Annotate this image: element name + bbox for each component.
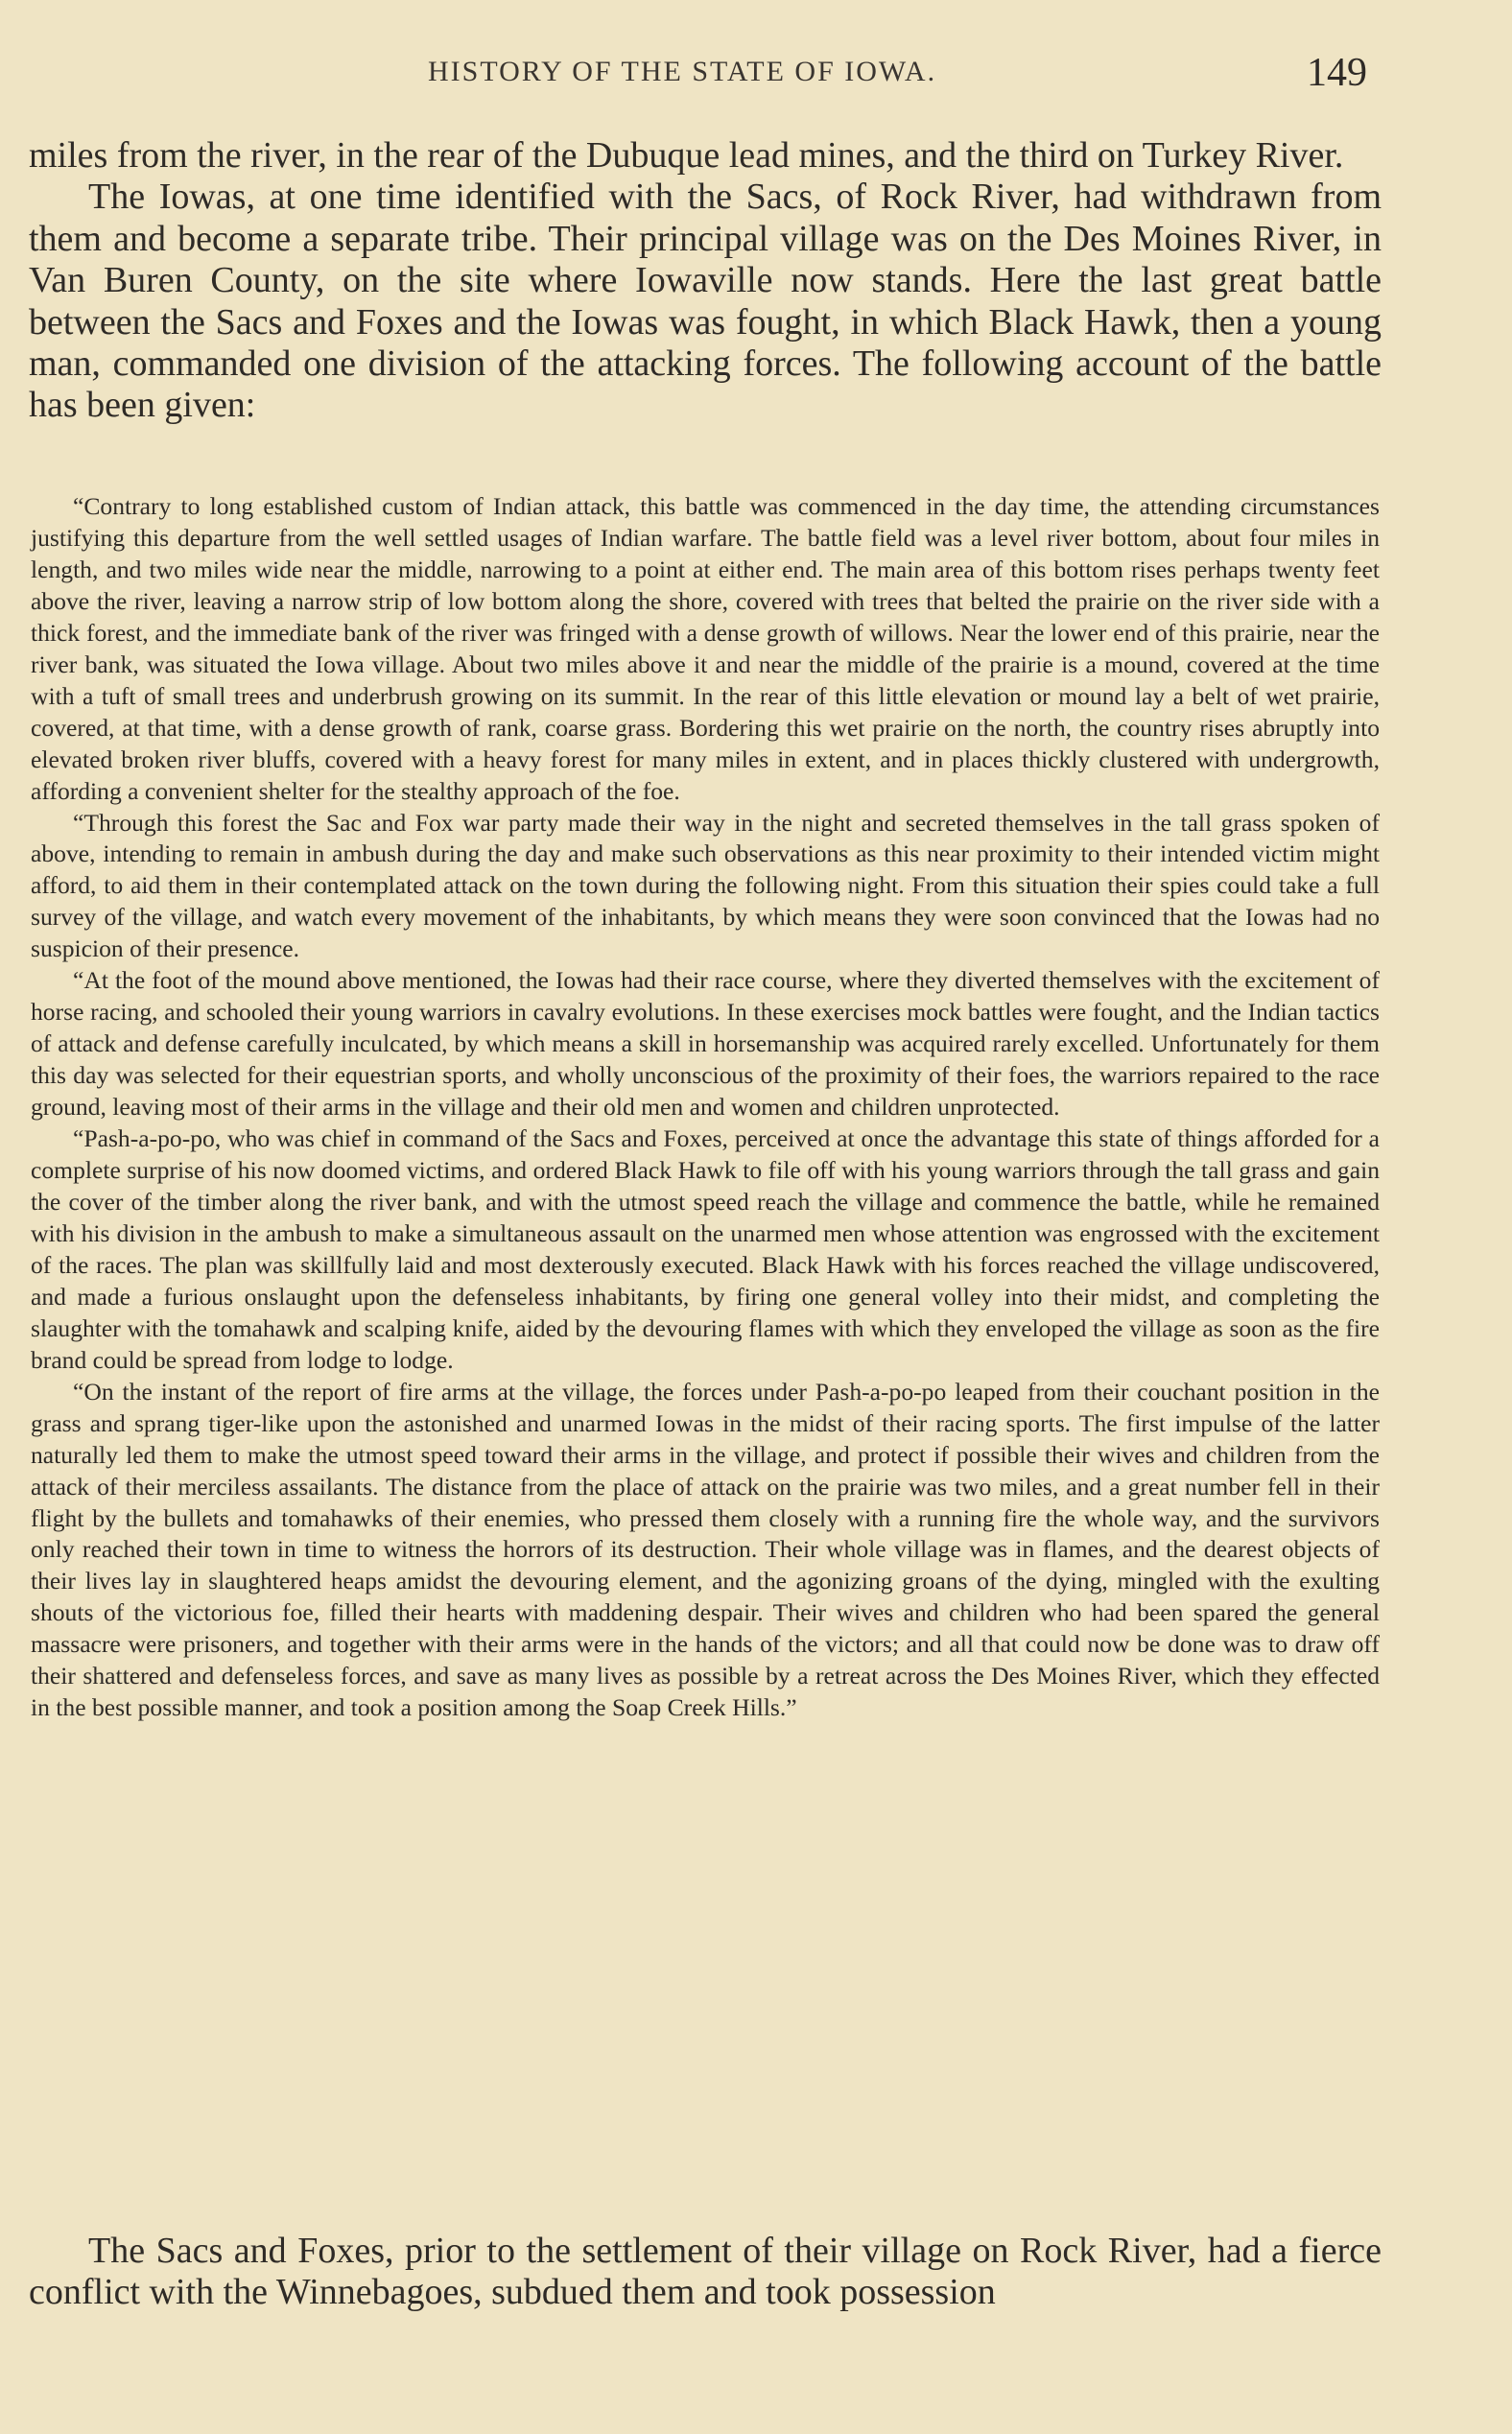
quote-paragraph-4: “Pash-a-po-po, who was chief in command of the Sacs and Foxes, perceived at once the advantage this state of things afforded for a complete surprise of his now doomed victims, and ordered Black Hawk to file off with his young warriors through the tall grass and gain the cover of the timber along the river bank, and with the utmost speed reach the village and commence the battle, while he remained with his division in the ambush to make a simultaneous assault on the unarmed men whose attention was engrossed with the excitement of the races. The plan was skillfully laid and most dexterously executed. Black Hawk with his forces reached the village undiscovered, and made a furious onslaught upon the defenseless inhabitants, by firing one general volley into their midst, and completing the slaughter with the tomahawk and scalping knife, aided by the devouring flames with which they enveloped the village as soon as the fire brand could be spread from lodge to lodge. <box>31 1124 1380 1374</box>
running-title: HISTORY OF THE STATE OF IOWA. <box>428 56 937 87</box>
page-number: 149 <box>1307 51 1367 95</box>
closing-text <box>29 2231 1382 2314</box>
closing-paragraph: The Sacs and Foxes, prior to the settlement of their village on Rock River, had a fierce conflict with the Winnebagoes, subdued them and took possession <box>29 2231 1382 2313</box>
quote-paragraph-1: “Contrary to long established custom of Indian attack, this battle was commenced in the day time, the attending circumstances justifying this departure from the well settled usages of Indian warfare. The battle field was a level river bottom, about four miles in length, and two miles wide near the middle, narrowing to a point at either end. The main area of this bottom rises perhaps twenty feet above the river, leaving a narrow strip of low bottom along the shore, covered with trees that belted the prairie on the river side with a thick forest, and the immediate bank of the river was fringed with a dense growth of willows. Near the lower end of this prairie, near the river bank, was situated the Iowa village. About two miles above it and near the middle of the prairie is a mound, covered at the time with a tuft of small trees and underbrush growing on its summit. In the rear of this little elevation or mound lay a belt of wet prairie, covered, at that time, with a dense growth of rank, coarse grass. Bordering this wet prairie on the north, the country rises abruptly into elevated broken river bluffs, covered with a heavy forest for many miles in extent, and in places thickly clustered with undergrowth, affording a convenient shelter for the stealthy approach of the foe. <box>31 492 1380 805</box>
intro-paragraph-1: miles from the river, in the rear of the Dubuque lead mines, and the third on Turkey River. <box>29 135 1344 176</box>
battle-account-quote <box>31 491 1380 1724</box>
running-header <box>0 51 1512 104</box>
quote-paragraph-2: “Through this forest the Sac and Fox war party made their way in the night and secreted themselves in the tall grass spoken of above, intending to remain in ambush during the day and make such observations as this near proximity to their intended victim might afford, to aid them in their contemplated attack on the town during the following night. From this situation their spies could take a full survey of the village, and watch every movement of the inhabitants, by which means they were soon convinced that the Iowas had no suspicion of their presence. <box>31 808 1380 963</box>
intro-text <box>29 135 1382 427</box>
quote-paragraph-3: “At the foot of the mound above mentioned, the Iowas had their race course, where they diverted themselves with the excitement of horse racing, and schooled their young warriors in cavalry evolutions. In these exercises mock battles were fought, and the Indian tactics of attack and defense carefully inculcated, by which means a skill in horsemanship was acquired rarely excelled. Unfortunately for them this day was selected for their equestrian sports, and wholly unconscious of the proximity of their foes, the warriors repaired to the race ground, leaving most of their arms in the village and their old men and women and children unprotected. <box>31 966 1380 1122</box>
intro-paragraph-2: The Iowas, at one time identified with the Sacs, of Rock River, had withdrawn from them and become a separate tribe. Their principal village was on the Des Moines River, in Van Buren County, on the site where Iowaville now stands. Here the last great battle between the Sacs and Foxes and the Iowas was fought, in which Black Hawk, then a young man, commanded one division of the attacking forces. The following account of the battle has been given: <box>29 177 1382 426</box>
quote-paragraph-5: “On the instant of the report of fire arms at the village, the forces under Pash-a-po-po leaped from their couchant position in the grass and sprang tiger-like upon the astonished and unarmed Iowas in the midst of their racing sports. The first impulse of the latter naturally led them to make the utmost speed toward their arms in the village, and protect if possible their wives and children from the attack of their merciless assailants. The distance from the place of attack on the prairie was two miles, and a great number fell in their flight by the bullets and tomahawks of their enemies, who pressed them closely with a running fire the whole way, and the survivors only reached their town in time to witness the horrors of its destruction. Their whole village was in flames, and the dearest objects of their lives lay in slaughtered heaps amidst the devouring element, and the agonizing groans of the dying, mingled with the exulting shouts of the victorious foe, filled their hearts with maddening despair. Their wives and children who had been spared the general massacre were prisoners, and together with their arms were in the hands of the victors; and all that could now be done was to draw off their shattered and defenseless forces, and save as many lives as possible by a retreat across the Des Moines River, which they effected in the best possible manner, and took a position among the Soap Creek Hills.” <box>31 1377 1380 1722</box>
